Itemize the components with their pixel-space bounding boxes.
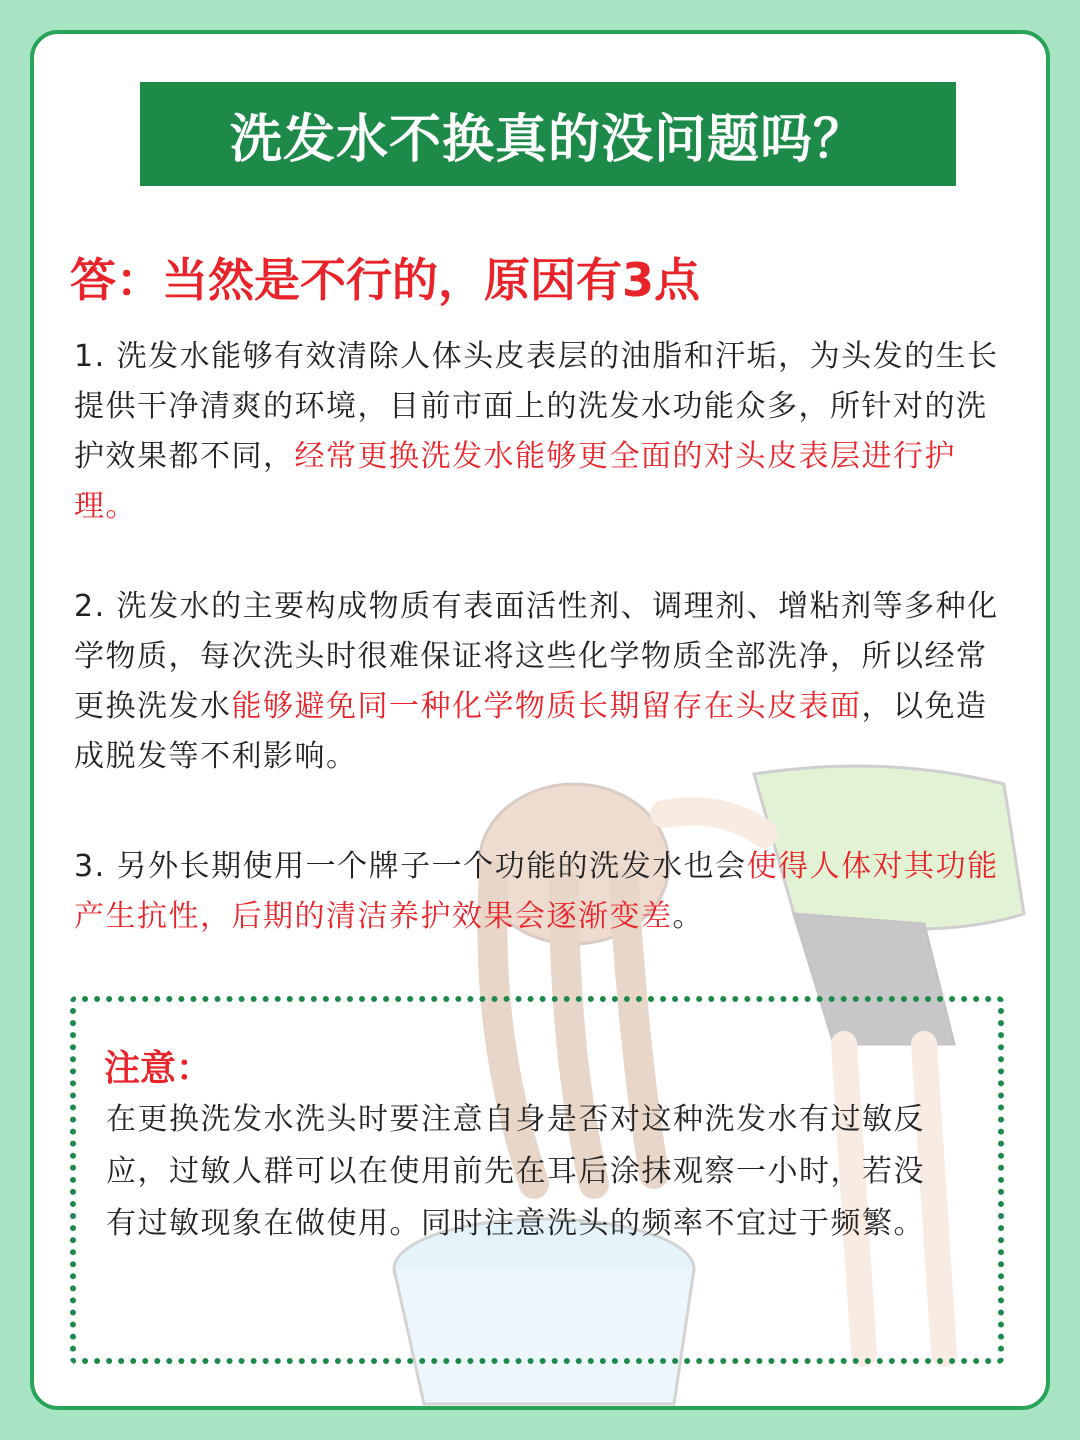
point-3-text: 3. 另外长期使用一个牌子一个功能的洗发水也会 bbox=[74, 849, 747, 884]
point-2-tail: ，以免造成脱发等不利影响。 bbox=[74, 689, 988, 774]
point-1-text: 1. 洗发水能够有效清除人体头皮表层的油脂和汗垢，为头发的生长提供干净清爽的环境，目前市面上的洗发水功能众多，所针对的洗护效果都不同， bbox=[74, 339, 999, 474]
point-3-highlight: 使得人体对其功能产生抗性，后期的清洁养护效果会逐渐变差 bbox=[74, 849, 999, 934]
title-banner bbox=[140, 82, 956, 186]
content-card bbox=[30, 30, 1050, 1410]
answer-heading: 答：当然是不行的，原因有3点 bbox=[70, 253, 701, 307]
point-1-highlight: 经常更换洗发水能够更全面的对头皮表层进行护理。 bbox=[74, 439, 956, 524]
note-title: 注意： bbox=[104, 1048, 213, 1089]
point-2-highlight: 能够避免同一种化学物质长期留存在头皮表面 bbox=[231, 689, 862, 724]
page-title: 洗发水不换真的没问题吗？ bbox=[229, 109, 866, 170]
note-body: 在更换洗发水洗头时要注意自身是否对这种洗发水有过敏反应，过敏人群可以在使用前先在耳后涂抹观察一小时，若没有过敏现象在做使用。同时注意洗头的频率不宜过于频繁。 bbox=[106, 1102, 925, 1241]
point-1 bbox=[74, 332, 1000, 532]
point-3 bbox=[74, 842, 1000, 942]
point-2 bbox=[74, 582, 1000, 782]
point-3-tail: 。 bbox=[672, 899, 704, 934]
point-2-text: 2. 洗发水的主要构成物质有表面活性剂、调理剂、增粘剂等多种化学物质，每次洗头时很难保证将这些化学物质全部洗净，所以经常更换洗发水 bbox=[74, 589, 999, 724]
